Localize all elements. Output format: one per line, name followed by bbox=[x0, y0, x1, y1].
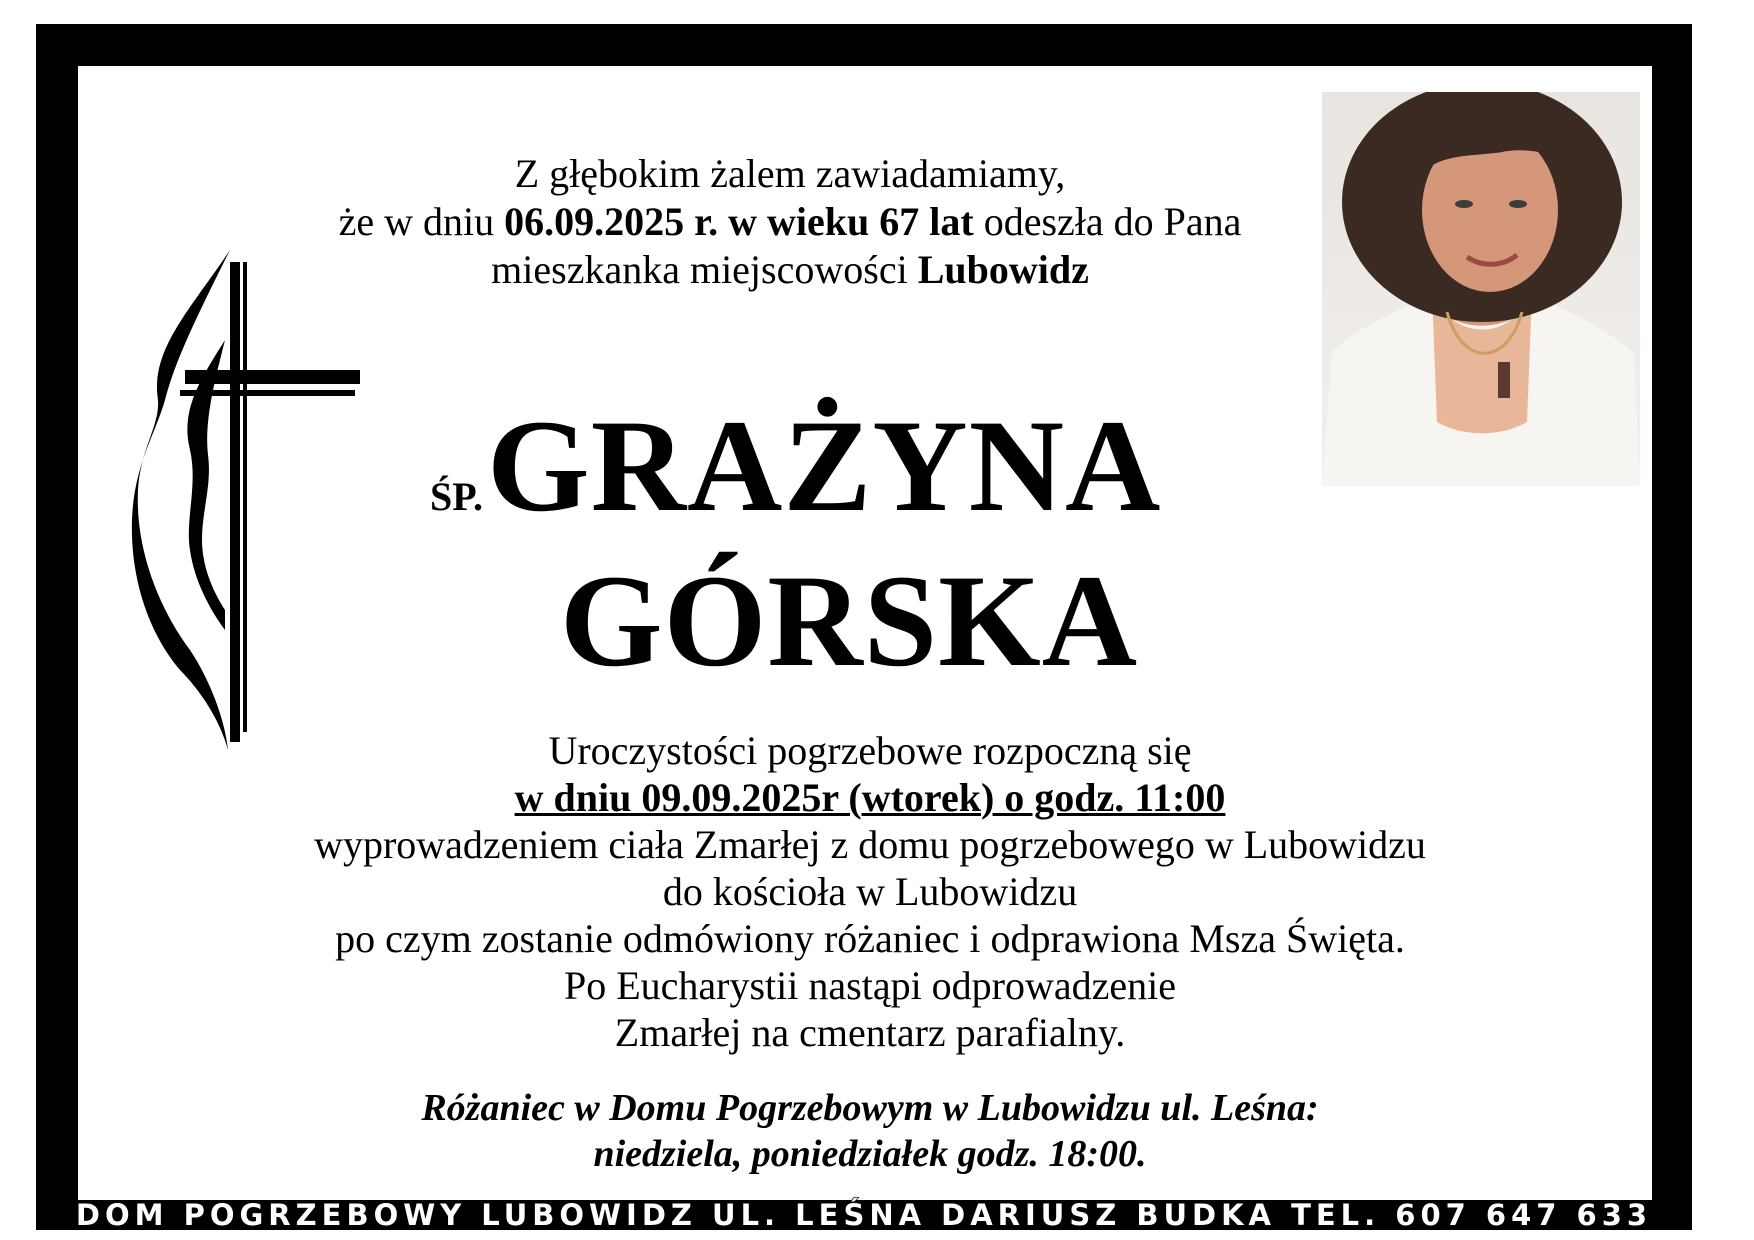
name-prefix: ŚP. bbox=[430, 474, 484, 519]
intro-line-1: Z głębokim żalem zawiadamiamy, bbox=[514, 151, 1066, 196]
residence-place: Lubowidz bbox=[917, 247, 1089, 292]
ceremony-line: po czym zostanie odmówiony różaniec i odprawiona Msza Święta. bbox=[335, 916, 1405, 961]
portrait-photo bbox=[1322, 92, 1640, 486]
intro-line-2-end: odeszła do Pana bbox=[973, 199, 1242, 244]
funeral-date-line: w dniu 09.09.2025r (wtorek) o godz. 11:00 bbox=[514, 775, 1226, 820]
intro-line-2 bbox=[250, 198, 1330, 246]
ceremony-line: Zmarłej na cmentarz parafialny. bbox=[614, 1010, 1126, 1055]
cross-with-flame-icon bbox=[130, 250, 360, 750]
intro-line-3 bbox=[250, 246, 1330, 294]
rosary-info bbox=[300, 1085, 1440, 1177]
intro-line-3-start: mieszkanka miejscowości bbox=[491, 247, 918, 292]
rosary-line-1: Różaniec w Domu Pogrzebowym w Lubowidzu ul. Leśna: bbox=[421, 1087, 1319, 1129]
ceremony-line: Uroczystości pogrzebowe rozpoczną się bbox=[548, 728, 1192, 773]
ceremony-line: Po Eucharystii nastąpi odprowadzenie bbox=[563, 963, 1177, 1008]
ceremony-line: do kościoła w Lubowidzu bbox=[662, 869, 1078, 914]
deceased-last-name: GÓRSKA bbox=[560, 547, 1139, 694]
funeral-home-contact: DOM POGRZEBOWY LUBOWIDZ UL. LEŚNA DARIUSZ BUDKA TEL. 607 647 633 bbox=[75, 1198, 1653, 1232]
rosary-line-2: niedziela, poniedziałek godz. 18:00. bbox=[593, 1133, 1147, 1175]
announcement-intro bbox=[250, 150, 1330, 294]
death-date-age: 06.09.2025 r. w wieku 67 lat bbox=[504, 199, 974, 244]
deceased-first-name: GRAŻYNA bbox=[487, 392, 1162, 539]
funeral-details bbox=[200, 727, 1540, 1056]
deceased-name-block bbox=[430, 392, 1310, 539]
funeral-home-footer bbox=[36, 1200, 1692, 1230]
ceremony-line: wyprowadzeniem ciała Zmarłej z domu pogrzebowego w Lubowidzu bbox=[314, 822, 1426, 867]
intro-line-2-start: że w dniu bbox=[338, 199, 505, 244]
